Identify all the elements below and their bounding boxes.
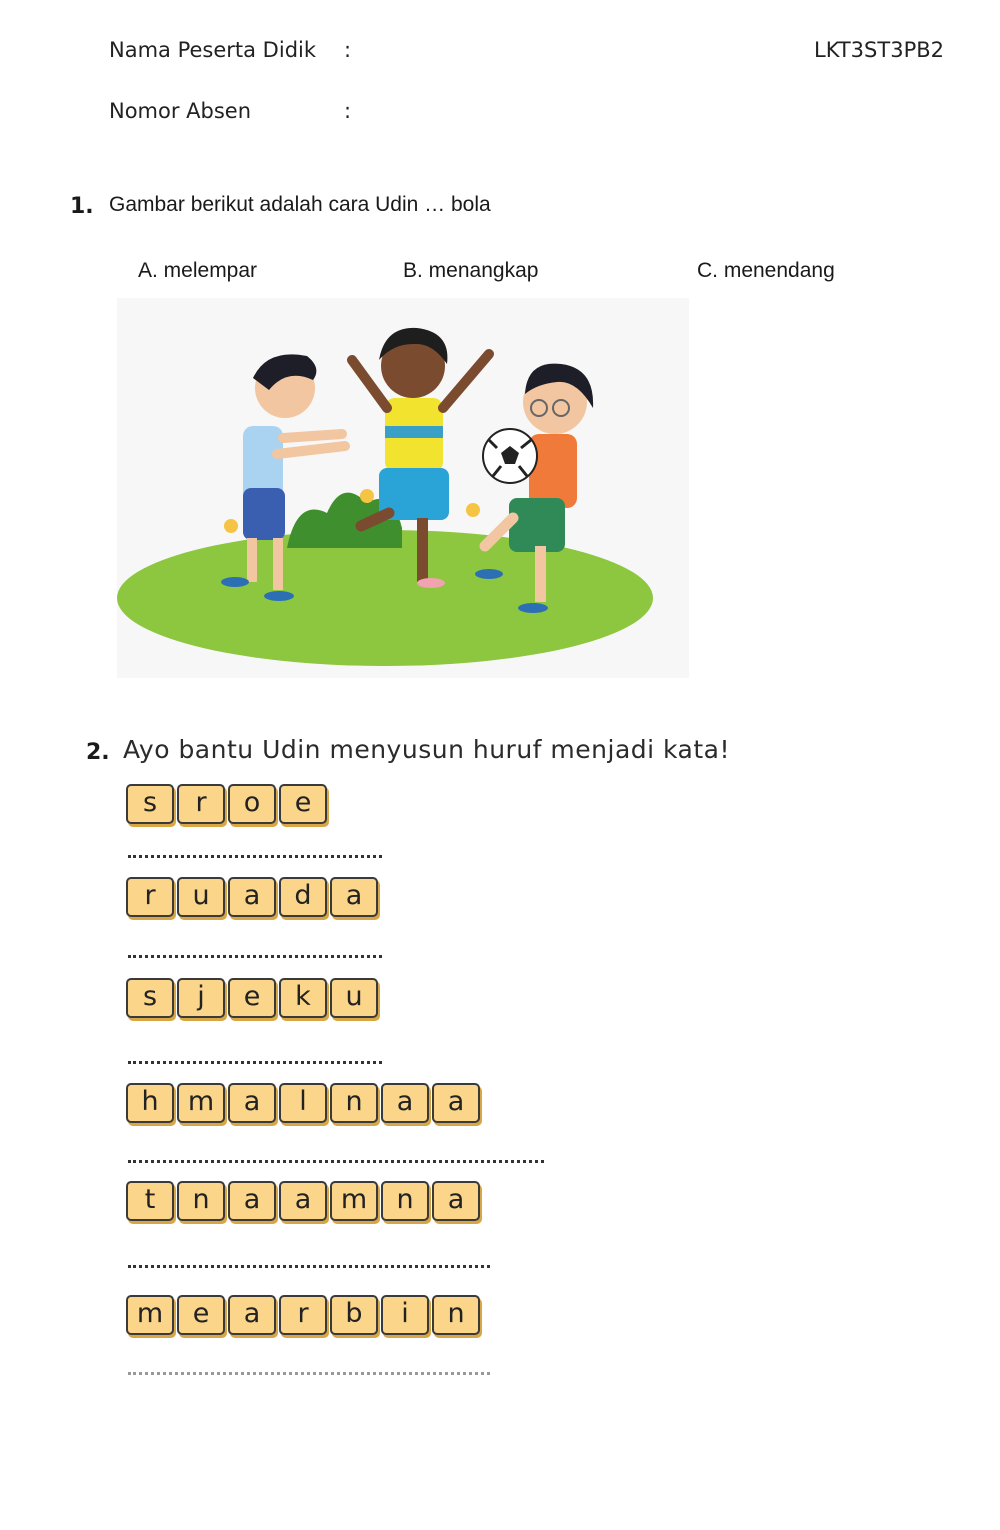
letter-tile: j [177,978,225,1018]
letter-tile: b [330,1295,378,1335]
letter-tile: n [432,1295,480,1335]
letter-tile: m [330,1181,378,1221]
question-1-text: Gambar berikut adalah cara Udin … bola [109,193,491,216]
letter-tile: l [279,1083,327,1123]
answer-line-6[interactable] [128,1372,490,1375]
letter-tile: a [432,1083,480,1123]
grass-field [117,530,653,666]
letter-tile: a [228,877,276,917]
letter-tile: a [432,1181,480,1221]
answer-line-5[interactable] [128,1265,490,1268]
option-c[interactable]: C. menendang [697,259,835,282]
flower [360,489,374,503]
answer-line-1[interactable] [128,855,382,858]
letter-tile: k [279,978,327,1018]
question-1-number: 1. [70,194,94,219]
letter-tile: r [126,877,174,917]
absent-number-label: Nomor Absen [109,99,252,123]
option-b[interactable]: B. menangkap [403,259,539,282]
letter-tile: e [177,1295,225,1335]
children-playing-ball-illustration [117,298,689,678]
letter-puzzle-2 [126,877,378,917]
letter-tile: a [228,1295,276,1335]
letter-tile: r [177,784,225,824]
letter-tile: a [279,1181,327,1221]
flower [224,519,238,533]
letter-tile: a [381,1083,429,1123]
letter-tile: u [330,978,378,1018]
student-name-colon: : [344,38,352,62]
letter-tile: u [177,877,225,917]
letter-tile: e [228,978,276,1018]
answer-line-3[interactable] [128,1061,382,1064]
letter-tile: o [228,784,276,824]
letter-tile: n [330,1083,378,1123]
flower [466,503,480,517]
letter-tile: a [228,1181,276,1221]
letter-tile: e [279,784,327,824]
letter-puzzle-6 [126,1295,480,1335]
student-name-label: Nama Peserta Didik [109,38,317,62]
letter-tile: i [381,1295,429,1335]
question-2-text: Ayo bantu Udin menyusun huruf menjadi kata! [123,735,731,764]
letter-tile: s [126,978,174,1018]
letter-tile: a [228,1083,276,1123]
letter-tile: m [177,1083,225,1123]
letter-puzzle-5 [126,1181,480,1221]
letter-puzzle-3 [126,978,378,1018]
letter-tile: a [330,877,378,917]
letter-tile: t [126,1181,174,1221]
answer-line-2[interactable] [128,955,382,958]
letter-tile: n [381,1181,429,1221]
absent-number-colon: : [344,99,352,123]
worksheet-code: LKT3ST3PB2 [814,38,944,62]
letter-tile: h [126,1083,174,1123]
letter-tile: d [279,877,327,917]
option-a[interactable]: A. melempar [138,259,258,282]
letter-tile: r [279,1295,327,1335]
question-2-number: 2. [86,740,110,765]
soccer-ball-icon [483,429,537,483]
letter-puzzle-4 [126,1083,480,1123]
letter-tile: s [126,784,174,824]
letter-tile: n [177,1181,225,1221]
letter-tile: m [126,1295,174,1335]
answer-line-4[interactable] [128,1160,544,1163]
letter-puzzle-1 [126,784,327,824]
